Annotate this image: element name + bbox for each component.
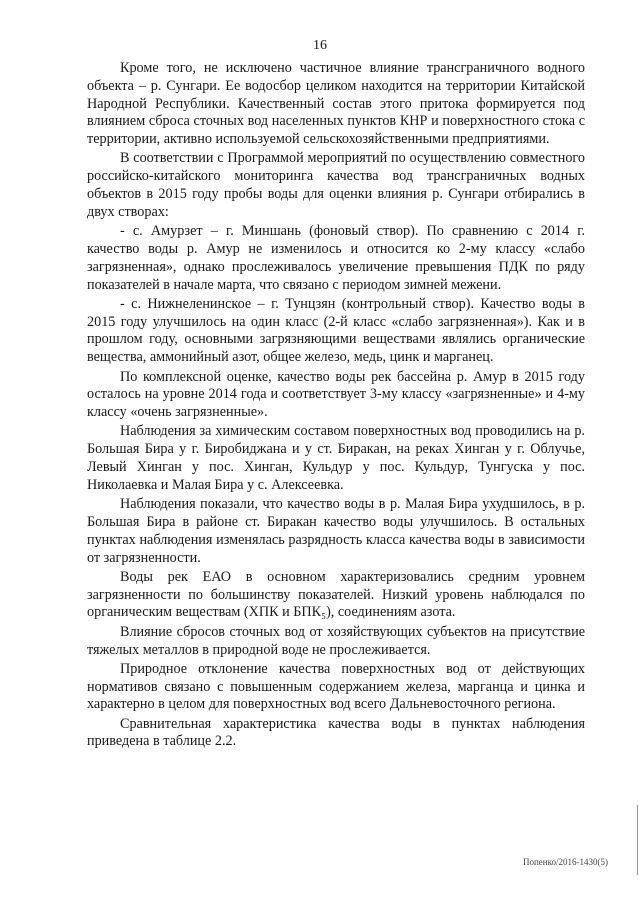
scan-edge-mark [637,805,638,875]
paragraph: Воды рек ЕАО в основном характеризовались средним уровнем загрязненности по большинству показателей. Низкий уровень наблюдался по органическим веществам (ХПК и БПК₅), соединениям азота. [87,568,585,621]
paragraph: Сравнительная характеристика качества воды в пунктах наблюдения приведена в таблице 2.2. [87,715,585,750]
paragraph: По комплексной оценке, качество воды рек бассейна р. Амур в 2015 году осталось на уровне 2014 года и соответствует 3-му классу «загрязненные» и 4-му классу «очень загрязненные». [87,368,585,421]
paragraph: Природное отклонение качества поверхностных вод от действующих нормативов связано с повышенным содержанием железа, марганца и цинка и характерно в целом для поверхностных вод всего Дальневосточного региона. [87,660,585,713]
paragraph: Кроме того, не исключено частичное влияние трансграничного водного объекта – р. Сунгари. Ее водосбор целиком находится на территории Китайской Народной Республики. Качественный состав этого притока формируется под влиянием сброса сточных вод населенных пунктов КНР и поверхностного стока с территории, активно используемой сельскохозяйственными предприятиями. [87,60,585,148]
paragraph: В соответствии с Программой мероприятий по осуществлению совместного российско-китайского мониторинга качества вод трансграничных водных объектов в 2015 году пробы воды для оценки влияния р. Сунгари отбирались в двух створах: [87,150,585,220]
paragraph: - с. Амурзет – г. Миншань (фоновый створ). По сравнению с 2014 г. качество воды р. Амур не изменилось и относится ко 2-му классу «слабо загрязненная», однако прослеживалось увеличение превышения ПДК по ряду показателей в начале марта, что связано с периодом зимней межени. [87,223,585,293]
paragraph: Наблюдения показали, что качество воды в р. Малая Бира ухудшилось, в р. Большая Бира в районе ст. Биракан качество воды улучшилось. В остальных пунктах наблюдения изменялась разрядность класса качества воды в зависимости от загрязненности. [87,496,585,566]
paragraph: Влияние сбросов сточных вод от хозяйствующих субъектов на присутствие тяжелых металлов в природной воде не прослеживается. [87,623,585,658]
body-text [87,60,585,753]
footer-document-code: Попенко/2016-1430(5) [522,857,608,867]
paragraph: Наблюдения за химическим составом поверхностных вод проводились на р. Большая Бира у г. Биробиджана и у ст. Биракан, на реках Хинган у г. Облучье, Левый Хинган у пос. Хинган, Кульдур у пос. Кульдур, Тунгуска у пос. Николаевка и Малая Бира у с. Алексеевка. [87,423,585,493]
paragraph: - с. Нижнеленинское – г. Тунцзян (контрольный створ). Качество воды в 2015 году улучшилось на один класс (2-й класс «слабо загрязненная»). Как и в прошлом году, основными загрязняющими веществами являлись органические вещества, аммонийный азот, общее железо, медь, цинк и марганец. [87,295,585,366]
page-number: 16 [313,38,327,53]
